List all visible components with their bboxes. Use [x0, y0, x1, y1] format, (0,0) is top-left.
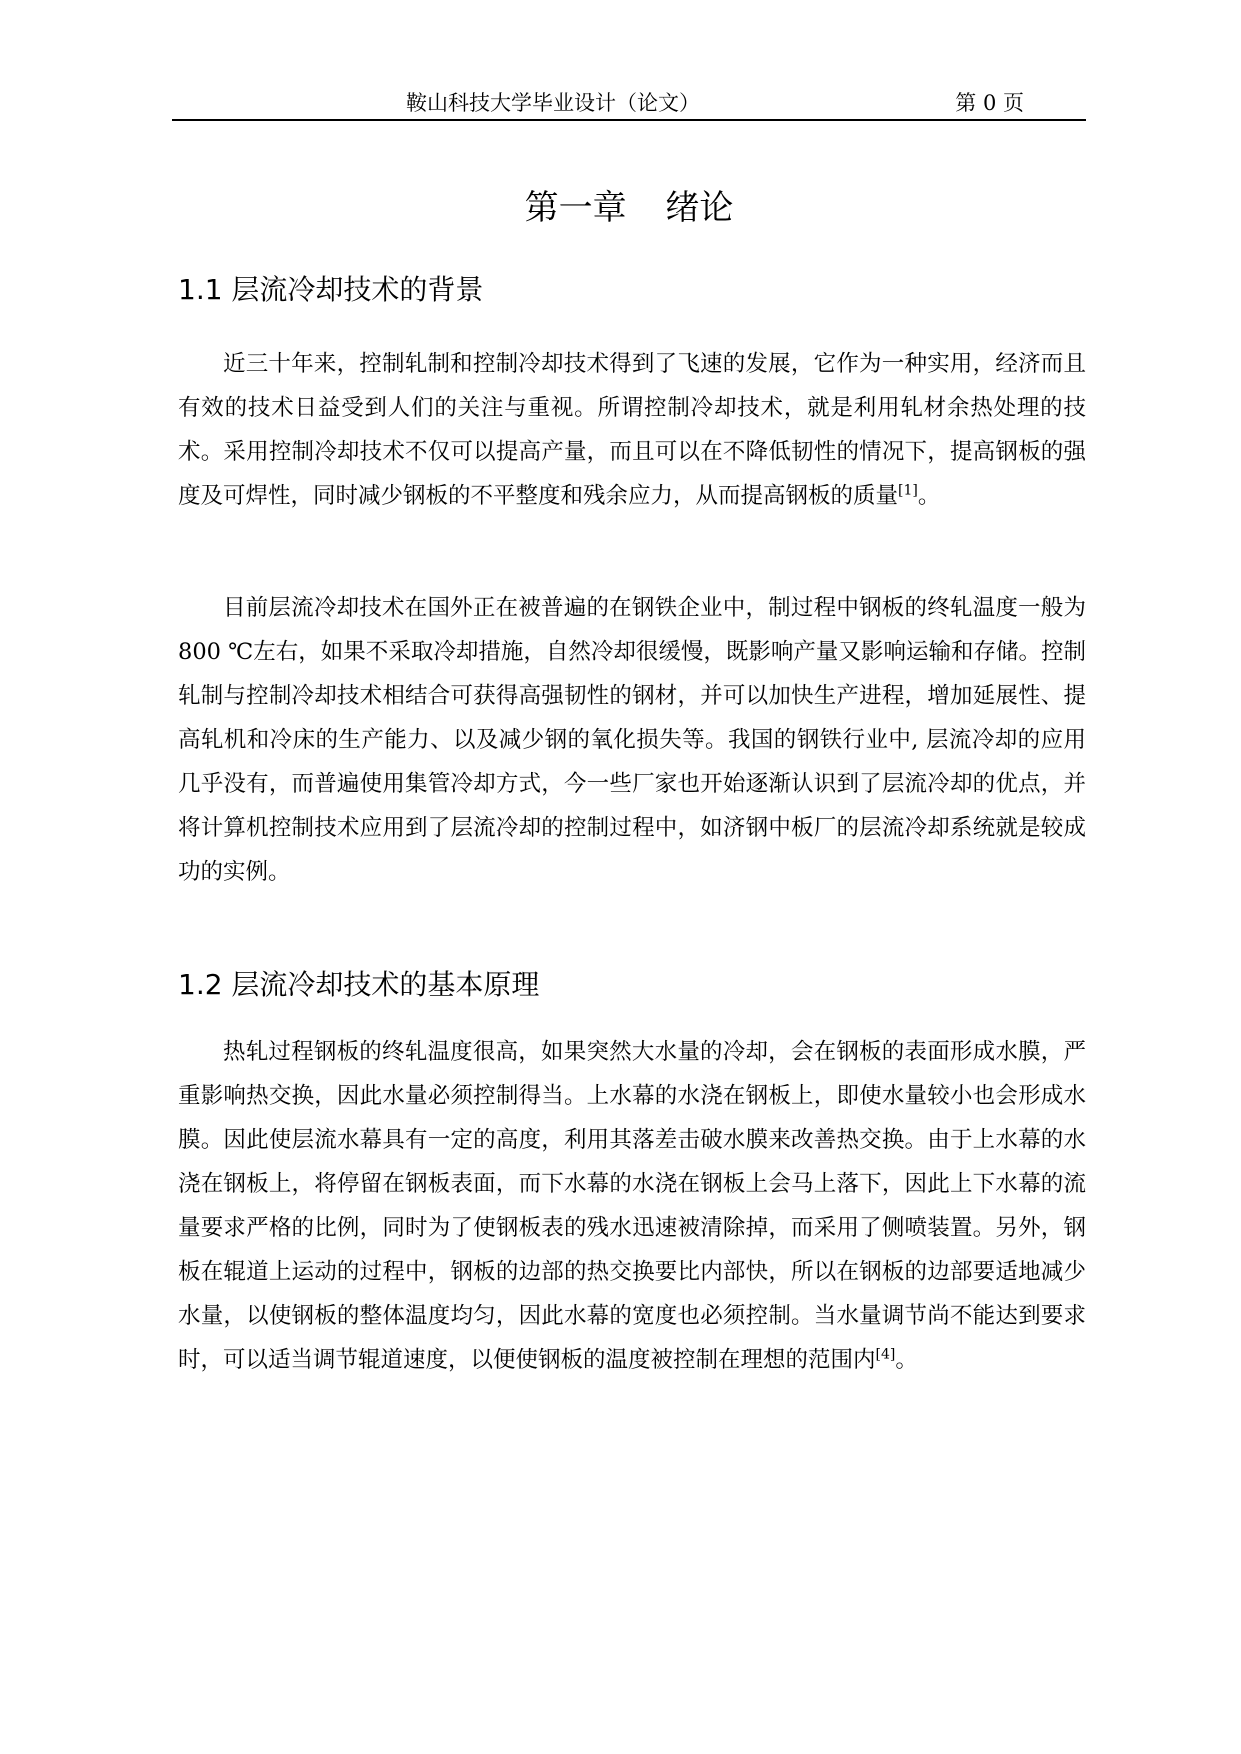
paragraph-end: 。 — [895, 1347, 918, 1373]
page-header — [172, 88, 1086, 120]
chapter-title: 第一章 绪论 — [524, 188, 734, 228]
paragraph-text: 目前层流冷却技术在国外正在被普遍的在钢铁企业中，制过程中钢板的终轧温度一般为800 ℃左右，如果不采取冷却措施，自然冷却很缓慢，既影响产量又影响运输和存储。控制轧制与控制冷却技术相结合可获得高强韧性的钢材，并可以加快生产进程，增加延展性、提高轧机和冷床的生产能力、以及减少钢的氧化损失等。我国的钢铁行业中, 层流冷却的应用几乎没有，而普遍使用集管冷却方式，今一些厂家也开始逐渐认识到了层流冷却的优点，并将计算机控制技术应用到了层流冷却的控制过程中，如济钢中板厂的层流冷却系统就是较成功的实例。 — [178, 595, 1086, 885]
header-divider — [172, 119, 1086, 121]
citation-reference: [4] — [875, 1346, 896, 1363]
citation-reference: [1] — [898, 482, 918, 499]
section-1-2-paragraph-1 — [178, 1030, 1086, 1382]
paragraph-text: 热轧过程钢板的终轧温度很高，如果突然大水量的冷却，会在钢板的表面形成水膜，严重影响热交换，因此水量必须控制得当。上水幕的水浇在钢板上，即使水量较小也会形成水膜。因此使层流水幕具有一定的高度，利用其落差击破水膜来改善热交换。由于上水幕的水浇在钢板上，将停留在钢板表面，而下水幕的水浇在钢板上会马上落下，因此上下水幕的流量要求严格的比例，同时为了使钢板表的残水迅速被清除掉，而采用了侧喷装置。另外，钢板在辊道上运动的过程中，钢板的边部的热交换要比内部快，所以在钢板的边部要适地减少水量，以使钢板的整体温度均匀，因此水幕的宽度也必须控制。当水量调节尚不能达到要求时，可以适当调节辊道速度，以便使钢板的温度被控制在理想的范围内 — [178, 1039, 1086, 1373]
section-1-1-paragraph-1 — [178, 342, 1086, 518]
section-1-1-paragraph-2 — [178, 586, 1086, 894]
header-title: 鞍山科技大学毕业设计（论文） — [406, 91, 700, 115]
section-title-1-2: 1.2 层流冷却技术的基本原理 — [178, 968, 540, 1001]
paragraph-end: 。 — [917, 483, 941, 509]
paragraph-text: 近三十年来，控制轧制和控制冷却技术得到了飞速的发展，它作为一种实用，经济而且有效的技术日益受到人们的关注与重视。所谓控制冷却技术，就是利用轧材余热处理的技术。采用控制冷却技术不仅可以提高产量，而且可以在不降低韧性的情况下，提高钢板的强度及可焊性，同时减少钢板的不平整度和残余应力，从而提高钢板的质量 — [178, 351, 1086, 509]
header-page-number: 第 0 页 — [955, 91, 1024, 115]
section-title-1-1: 1.1 层流冷却技术的背景 — [178, 273, 484, 306]
